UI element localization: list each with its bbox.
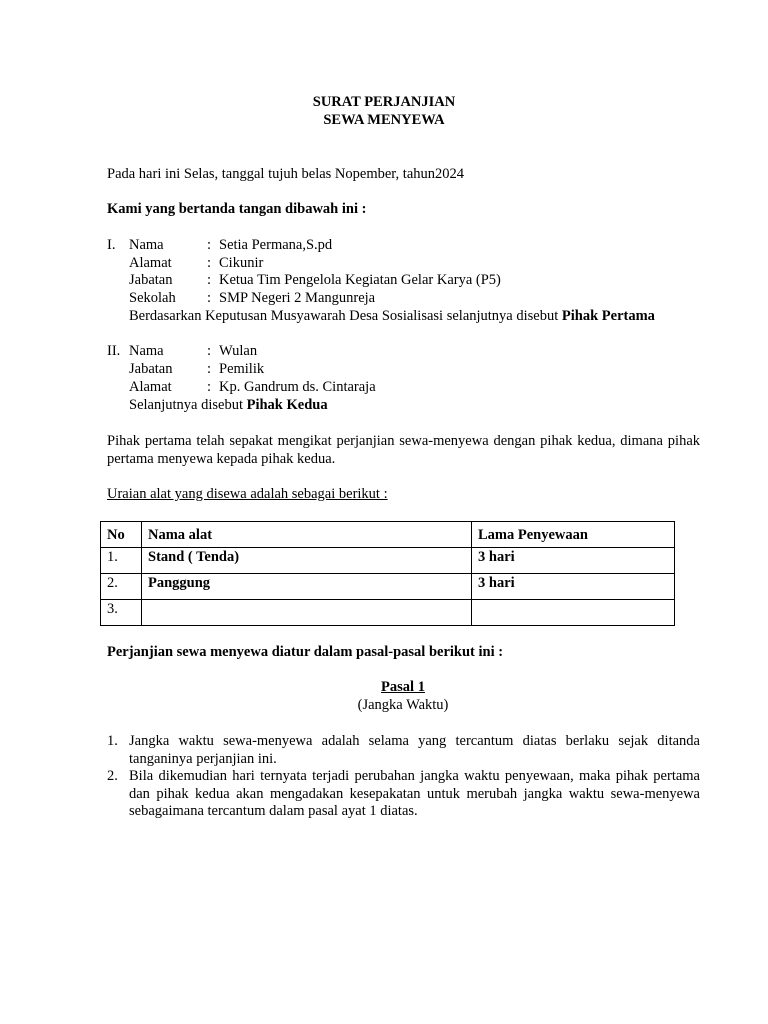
- item-number: 2.: [107, 768, 118, 784]
- field-value: Setia Permana,S.pd: [219, 237, 333, 253]
- article-1-title: Pasal 1: [381, 679, 425, 695]
- field-value: Cikunir: [219, 255, 264, 271]
- field-label: Nama: [129, 343, 164, 359]
- field-colon: :: [207, 272, 212, 288]
- cell-duration: [472, 600, 675, 626]
- cell-no: 2.: [101, 574, 142, 600]
- cell-duration: 3 hari: [472, 574, 675, 600]
- header-no: No: [101, 522, 142, 548]
- articles-intro: Perjanjian sewa menyewa diatur dalam pasal-pasal berikut ini :: [107, 644, 504, 660]
- article-1-item: [107, 733, 700, 768]
- field-label: Nama: [129, 237, 164, 253]
- field-colon: :: [207, 343, 212, 359]
- item-number: 1.: [107, 733, 118, 749]
- cell-item-name: Panggung: [142, 574, 472, 600]
- table-row: [101, 600, 675, 626]
- party-first-note-text: Berdasarkan Keputusan Musyawarah Desa Sosialisasi selanjutnya disebut: [129, 308, 562, 324]
- table-row: [101, 548, 675, 574]
- party-first-numeral: I.: [107, 237, 116, 253]
- cell-no: 3.: [101, 600, 142, 626]
- title-line-1: SURAT PERJANJIAN: [312, 94, 456, 110]
- party-first-designation: Pihak Pertama: [561, 308, 655, 324]
- field-colon: :: [207, 290, 212, 306]
- header-item-name: Nama alat: [142, 522, 472, 548]
- field-label: Alamat: [129, 379, 172, 395]
- cell-item-name: [142, 600, 472, 626]
- table-row: [101, 574, 675, 600]
- opening-sentence: Pada hari ini Selas, tanggal tujuh belas Nopember, tahun2024: [107, 166, 465, 182]
- document-title: [0, 94, 768, 130]
- field-colon: :: [207, 379, 212, 395]
- title-line-2: SEWA MENYEWA: [323, 112, 445, 128]
- field-colon: :: [207, 255, 212, 271]
- field-value: Ketua Tim Pengelola Kegiatan Gelar Karya (P5): [219, 272, 501, 288]
- article-1-subtitle: (Jangka Waktu): [357, 697, 449, 713]
- party-second-designation: Pihak Kedua: [246, 397, 328, 413]
- party-second-note: [129, 397, 328, 415]
- field-value: SMP Negeri 2 Mangunreja: [219, 290, 376, 306]
- cell-no: 1.: [101, 548, 142, 574]
- party-second-note-text: Selanjutnya disebut: [129, 397, 247, 413]
- field-value: Kp. Gandrum ds. Cintaraja: [219, 379, 376, 395]
- item-text: Bila dikemudian hari ternyata terjadi perubahan jangka waktu penyewaan, maka pihak pertama dan pihak kedua akan mengadakan kesepakatan untuk merubah jangka waktu sewa-menyewa sebagaimana tercantum dalam pasal ayat 1 diatas.: [129, 768, 700, 820]
- rental-items-table: [100, 521, 675, 626]
- cell-duration: 3 hari: [472, 548, 675, 574]
- field-label: Alamat: [129, 255, 172, 271]
- table-header-row: [101, 522, 675, 548]
- field-value: Pemilik: [219, 361, 265, 377]
- item-text: Jangka waktu sewa-menyewa adalah selama yang tercantum diatas berlaku sejak ditanda tanganinya perjanjian ini.: [129, 733, 700, 767]
- field-label: Jabatan: [129, 272, 173, 288]
- field-colon: :: [207, 361, 212, 377]
- cell-item-name: Stand ( Tenda): [142, 548, 472, 574]
- field-label: Sekolah: [129, 290, 176, 306]
- agreement-paragraph: Pihak pertama telah sepakat mengikat perjanjian sewa-menyewa dengan pihak kedua, dimana pihak pertama menyewa kepada pihak kedua.: [107, 433, 700, 467]
- tools-heading: Uraian alat yang disewa adalah sebagai berikut :: [107, 486, 388, 502]
- party-first-note: [129, 308, 655, 326]
- party-second-numeral: II.: [107, 343, 121, 359]
- field-colon: :: [207, 237, 212, 253]
- parties-intro: Kami yang bertanda tangan dibawah ini :: [107, 201, 367, 217]
- header-duration: Lama Penyewaan: [472, 522, 675, 548]
- field-label: Jabatan: [129, 361, 173, 377]
- field-value: Wulan: [219, 343, 258, 359]
- article-1-item: [107, 768, 700, 821]
